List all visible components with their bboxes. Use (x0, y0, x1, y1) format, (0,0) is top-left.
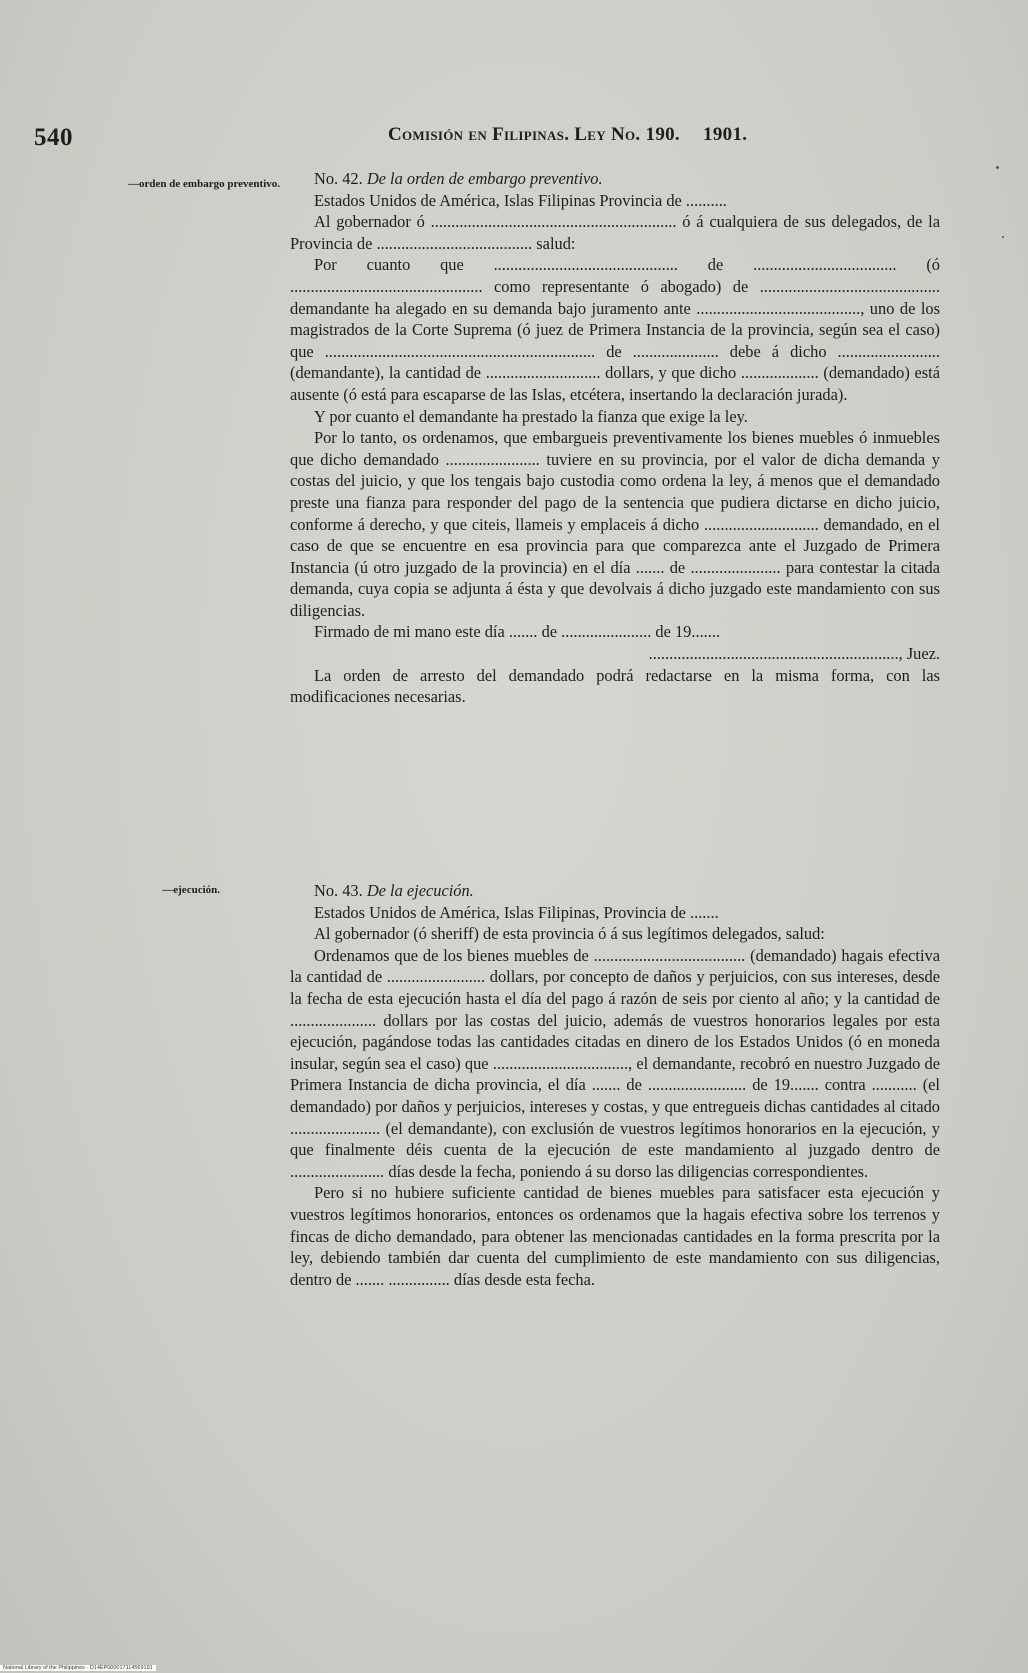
judge-signature-line: ............................................................., Juez. (648, 644, 940, 664)
section-title: De la ejecución. (366, 881, 474, 900)
running-title: Comisión en Filipinas. Ley No. 190. (388, 124, 680, 145)
running-year: 1901. (703, 124, 748, 145)
paper-speck (1002, 236, 1004, 238)
margin-note-embargo: —orden de embargo preventivo. (128, 178, 280, 190)
section-42 (290, 168, 940, 708)
section-heading (290, 880, 940, 902)
paragraph: Por cuanto que ............................................. de ................................... (ó ............................................... como representante ó abogado) de ............................................ demandante ha alegado en su demanda bajo juramento ante ........................................, uno de los magistrados de la Corte Suprema (ó juez de Primera Instancia de la provincia, según sea el caso) que .................................................................. de ..................... debe á dicho ......................... (demandante), la cantidad de ............................ dollars, y que dicho ................... (demandado) está ausente (ó está para escaparse de las Islas, etcétera, insertando la declaración jurada). (290, 255, 940, 404)
margin-note-execution: —ejecución. (162, 884, 220, 896)
section-43 (290, 880, 940, 1290)
paragraph: Firmado de mi mano este día ....... de ...................... de 19....... (314, 622, 721, 642)
section-heading (290, 168, 940, 190)
library-footer: National Library of the Philippines · D14EP000017114569191 (0, 1665, 156, 1671)
paragraph: Estados Unidos de América, Islas Filipinas Provincia de .......... (314, 190, 727, 210)
paragraph: Al gobernador (ó sheriff) de esta provincia ó á sus legítimos delegados, salud: (314, 924, 825, 944)
section-number: No. 43. (314, 881, 363, 900)
paragraph: Y por cuanto el demandante ha prestado la fianza que exige la ley. (314, 406, 748, 426)
paragraph: Al gobernador ó ............................................................ ó á cualquiera de sus delegados, de la Provincia de ...................................... salud: (290, 212, 940, 253)
section-title: De la orden de embargo preventivo. (366, 169, 603, 188)
paragraph: La orden de arresto del demandado podrá redactarse en la misma forma, con las modificaciones necesarias. (290, 665, 940, 707)
paragraph: Ordenamos que de los bienes muebles de ..................................... (demandado) hagais efectiva la cantidad de ........................ dollars, por concepto de daños y perjuicios, con sus intereses, desde la fecha de esta ejecución hasta el día del pago á razón de seis por ciento al año; y la cantidad de ..................... dollars por las costas del juicio, además de vuestros honorarios legales por esta ejecución, pagándose todas las cantidades citadas en dinero de los Estados Unidos (ó en moneda insular, según sea el caso) que ................................., el demandante, recobró en nuestro Juzgado de Primera Instancia de dicha provincia, el día ....... de ........................ de 19....... contra ........... (el demandado) por daños y perjuicios, intereses y costas, y que entregueis dichas cantidades al citado ...................... (el demandante), con exclusión de vuestros legítimos honorarios en la ejecución, y que finalmente déis cuenta de la ejecución de este mandamiento al juzgado dentro de ....................... días desde la fecha, poniendo á su dorso las diligencias correspondientes. (290, 945, 940, 1181)
section-number: No. 42. (314, 169, 363, 188)
paragraph: Por lo tanto, os ordenamos, que embargueis preventivamente los bienes muebles ó inmuebles que dicho demandado ....................... tuviere en su provincia, por el valor de dicha demanda y costas del juicio, y que los tengais bajo custodia como ordena la ley, á menos que el demandado preste una fianza para responder del pago de la sentencia que pudiera dictarse en dicho juicio, conforme á derecho, y que citeis, llameis y emplaceis á dicho ............................ demandado, en el caso de que se encuentre en esa provincia para que comparezca ante el Juzgado de Primera Instancia (ú otro juzgado de la provincia) en el día ....... de ...................... para contestar la citada demanda, cuya copia se adjunta á ésta y que devolvais á dicho juzgado este mandamiento con sus diligencias. (290, 428, 940, 620)
paper-speck (996, 166, 999, 169)
paragraph: Pero si no hubiere suficiente cantidad de bienes muebles para satisfacer esta ejecución y vuestros legítimos honorarios, entonces os ordenamos que la hagais efectiva sobre los terrenos y fincas de dicho demandado, para obtener las mencionadas cantidades en la forma prescrita por la ley, debiendo también dar cuenta del cumplimiento de este mandamiento con sus diligencias, dentro de ....... ............... días desde esta fecha. (290, 1183, 940, 1289)
page-number: 540 (34, 124, 73, 151)
running-header (388, 124, 848, 146)
paragraph: Estados Unidos de América, Islas Filipinas, Provincia de ....... (314, 902, 719, 922)
